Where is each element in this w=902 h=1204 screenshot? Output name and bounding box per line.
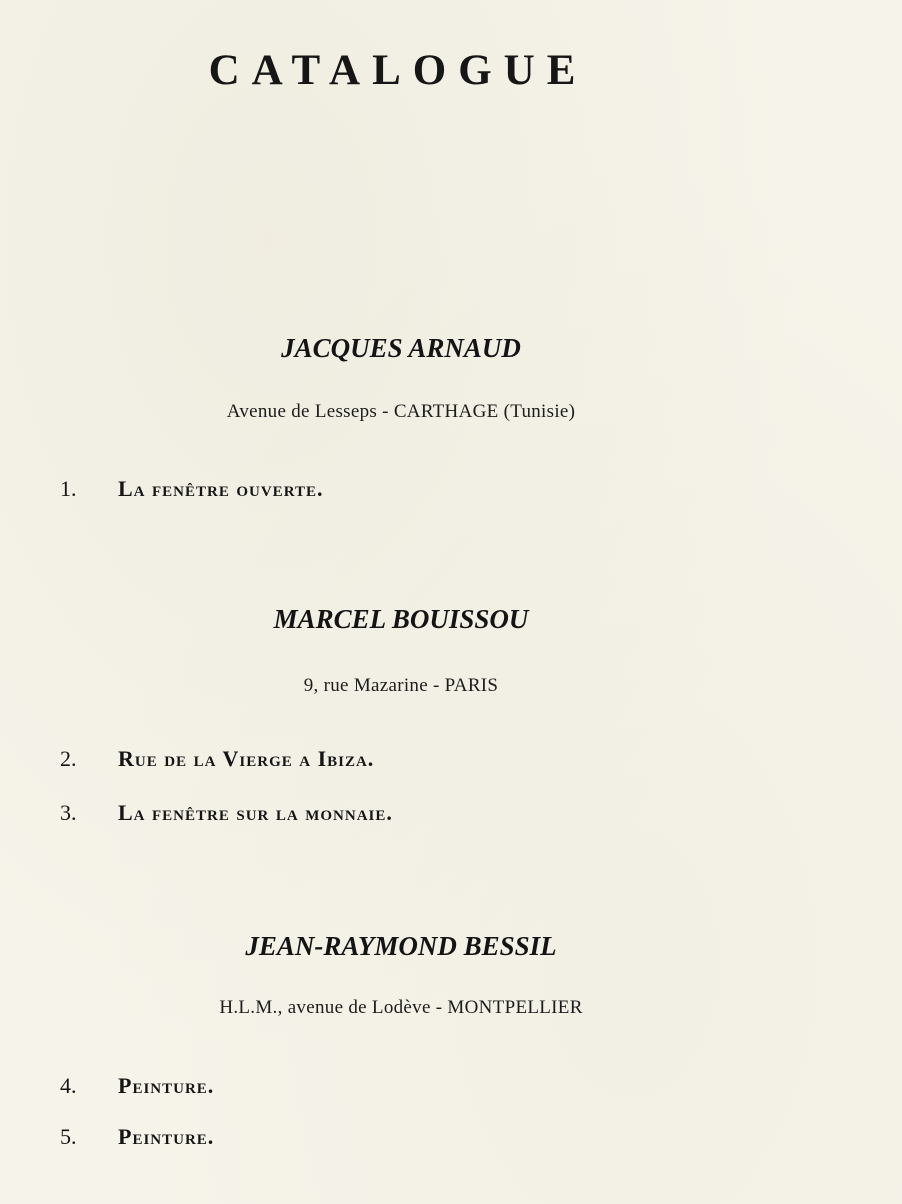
artist-name: JEAN-RAYMOND BESSIL bbox=[245, 931, 557, 961]
entry-number: 1. bbox=[60, 476, 77, 501]
entry-number: 3. bbox=[60, 800, 77, 825]
entry-number: 4. bbox=[60, 1073, 77, 1098]
catalogue-entry bbox=[60, 800, 393, 826]
artist-address: H.L.M., avenue de Lodève - MONTPELLIER bbox=[219, 997, 583, 1018]
entry-title: La fenêtre ouverte. bbox=[118, 476, 324, 501]
artist-address: 9, rue Mazarine - PARIS bbox=[303, 675, 499, 696]
entry-number: 5. bbox=[60, 1124, 77, 1149]
entry-title: La fenêtre sur la monnaie. bbox=[118, 800, 393, 825]
entry-title: Peinture. bbox=[118, 1073, 215, 1098]
entry-number: 2. bbox=[60, 746, 77, 771]
artist-name: JACQUES ARNAUD bbox=[281, 333, 521, 363]
artist-address: Avenue de Lesseps - CARTHAGE (Tunisie) bbox=[226, 401, 576, 422]
catalogue-entry bbox=[60, 1124, 214, 1150]
catalogue-entry bbox=[60, 746, 374, 772]
catalogue-entry bbox=[60, 476, 324, 502]
catalogue-entry bbox=[60, 1073, 214, 1099]
artist-name: MARCEL BOUISSOU bbox=[273, 604, 529, 634]
entry-title: Peinture. bbox=[118, 1124, 215, 1149]
entry-title: Rue de la Vierge a Ibiza. bbox=[118, 746, 375, 771]
page-title: CATALOGUE bbox=[208, 47, 588, 94]
